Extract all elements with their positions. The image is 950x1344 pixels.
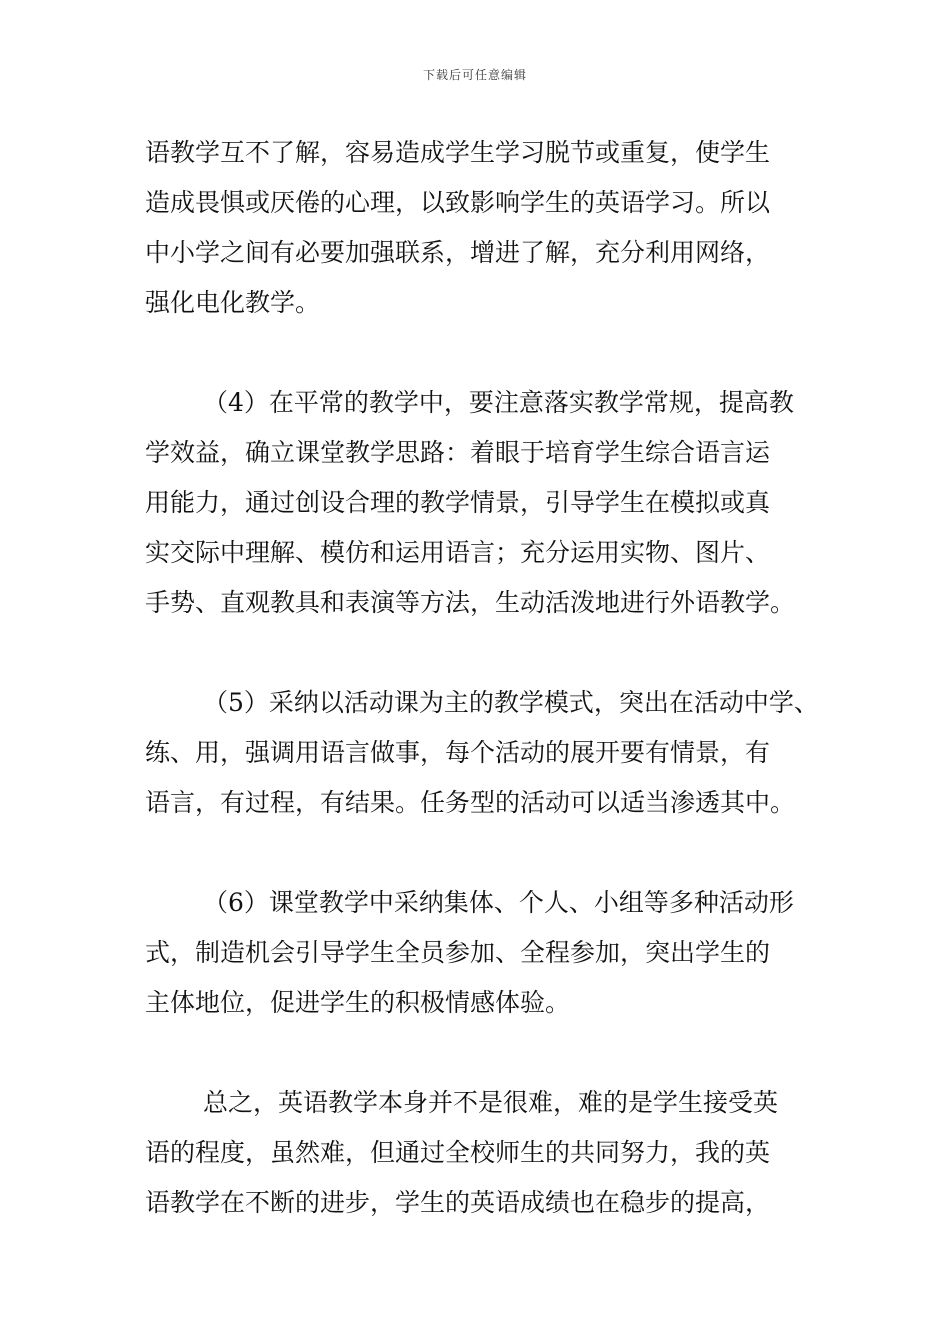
text-line: 语的程度，虽然难，但通过全校师生的共同努力，我的英 [145, 1138, 771, 1167]
text-line: （4）在平常的教学中，要注意落实教学常规，提高教 [203, 388, 794, 417]
paragraph-item-6 [145, 878, 825, 1028]
text-line: 用能力，通过创设合理的教学情景，引导学生在模拟或真 [145, 488, 771, 517]
text-line: 主体地位，促进学生的积极情感体验。 [145, 988, 571, 1017]
paragraph-summary [145, 1078, 825, 1228]
document-body [145, 128, 825, 1278]
text-line: 式，制造机会引导学生全员参加、全程参加，突出学生的 [145, 938, 771, 967]
text-line: 语言，有过程，有结果。任务型的活动可以适当渗透其中。 [145, 788, 796, 817]
paragraph-item-5 [145, 678, 825, 828]
text-line: 学效益，确立课堂教学思路：着眼于培育学生综合语言运 [145, 438, 771, 467]
text-line: 手势、直观教具和表演等方法，生动活泼地进行外语教学。 [145, 588, 796, 617]
text-line: 语教学互不了解，容易造成学生学习脱节或重复，使学生 [145, 138, 771, 167]
text-line: （6）课堂教学中采纳集体、个人、小组等多种活动形 [203, 888, 794, 917]
page-header: 下载后可任意编辑 [422, 68, 527, 82]
text-line: 练、用，强调用语言做事，每个活动的展开要有情景，有 [145, 738, 771, 767]
paragraph-item-4 [145, 378, 825, 628]
text-line: 强化电化教学。 [145, 288, 321, 317]
text-line: 造成畏惧或厌倦的心理，以致影响学生的英语学习。所以 [145, 188, 771, 217]
text-line: 语教学在不断的进步，学生的英语成绩也在稳步的提高， [145, 1188, 771, 1217]
text-line: 实交际中理解、模仿和运用语言；充分运用实物、图片、 [145, 538, 771, 567]
paragraph [145, 128, 825, 328]
text-line: （5）采纳以活动课为主的教学模式，突出在活动中学、 [203, 688, 819, 717]
text-line: 总之，英语教学本身并不是很难，难的是学生接受英 [203, 1088, 779, 1117]
text-line: 中小学之间有必要加强联系，增进了解，充分利用网络， [145, 238, 771, 267]
